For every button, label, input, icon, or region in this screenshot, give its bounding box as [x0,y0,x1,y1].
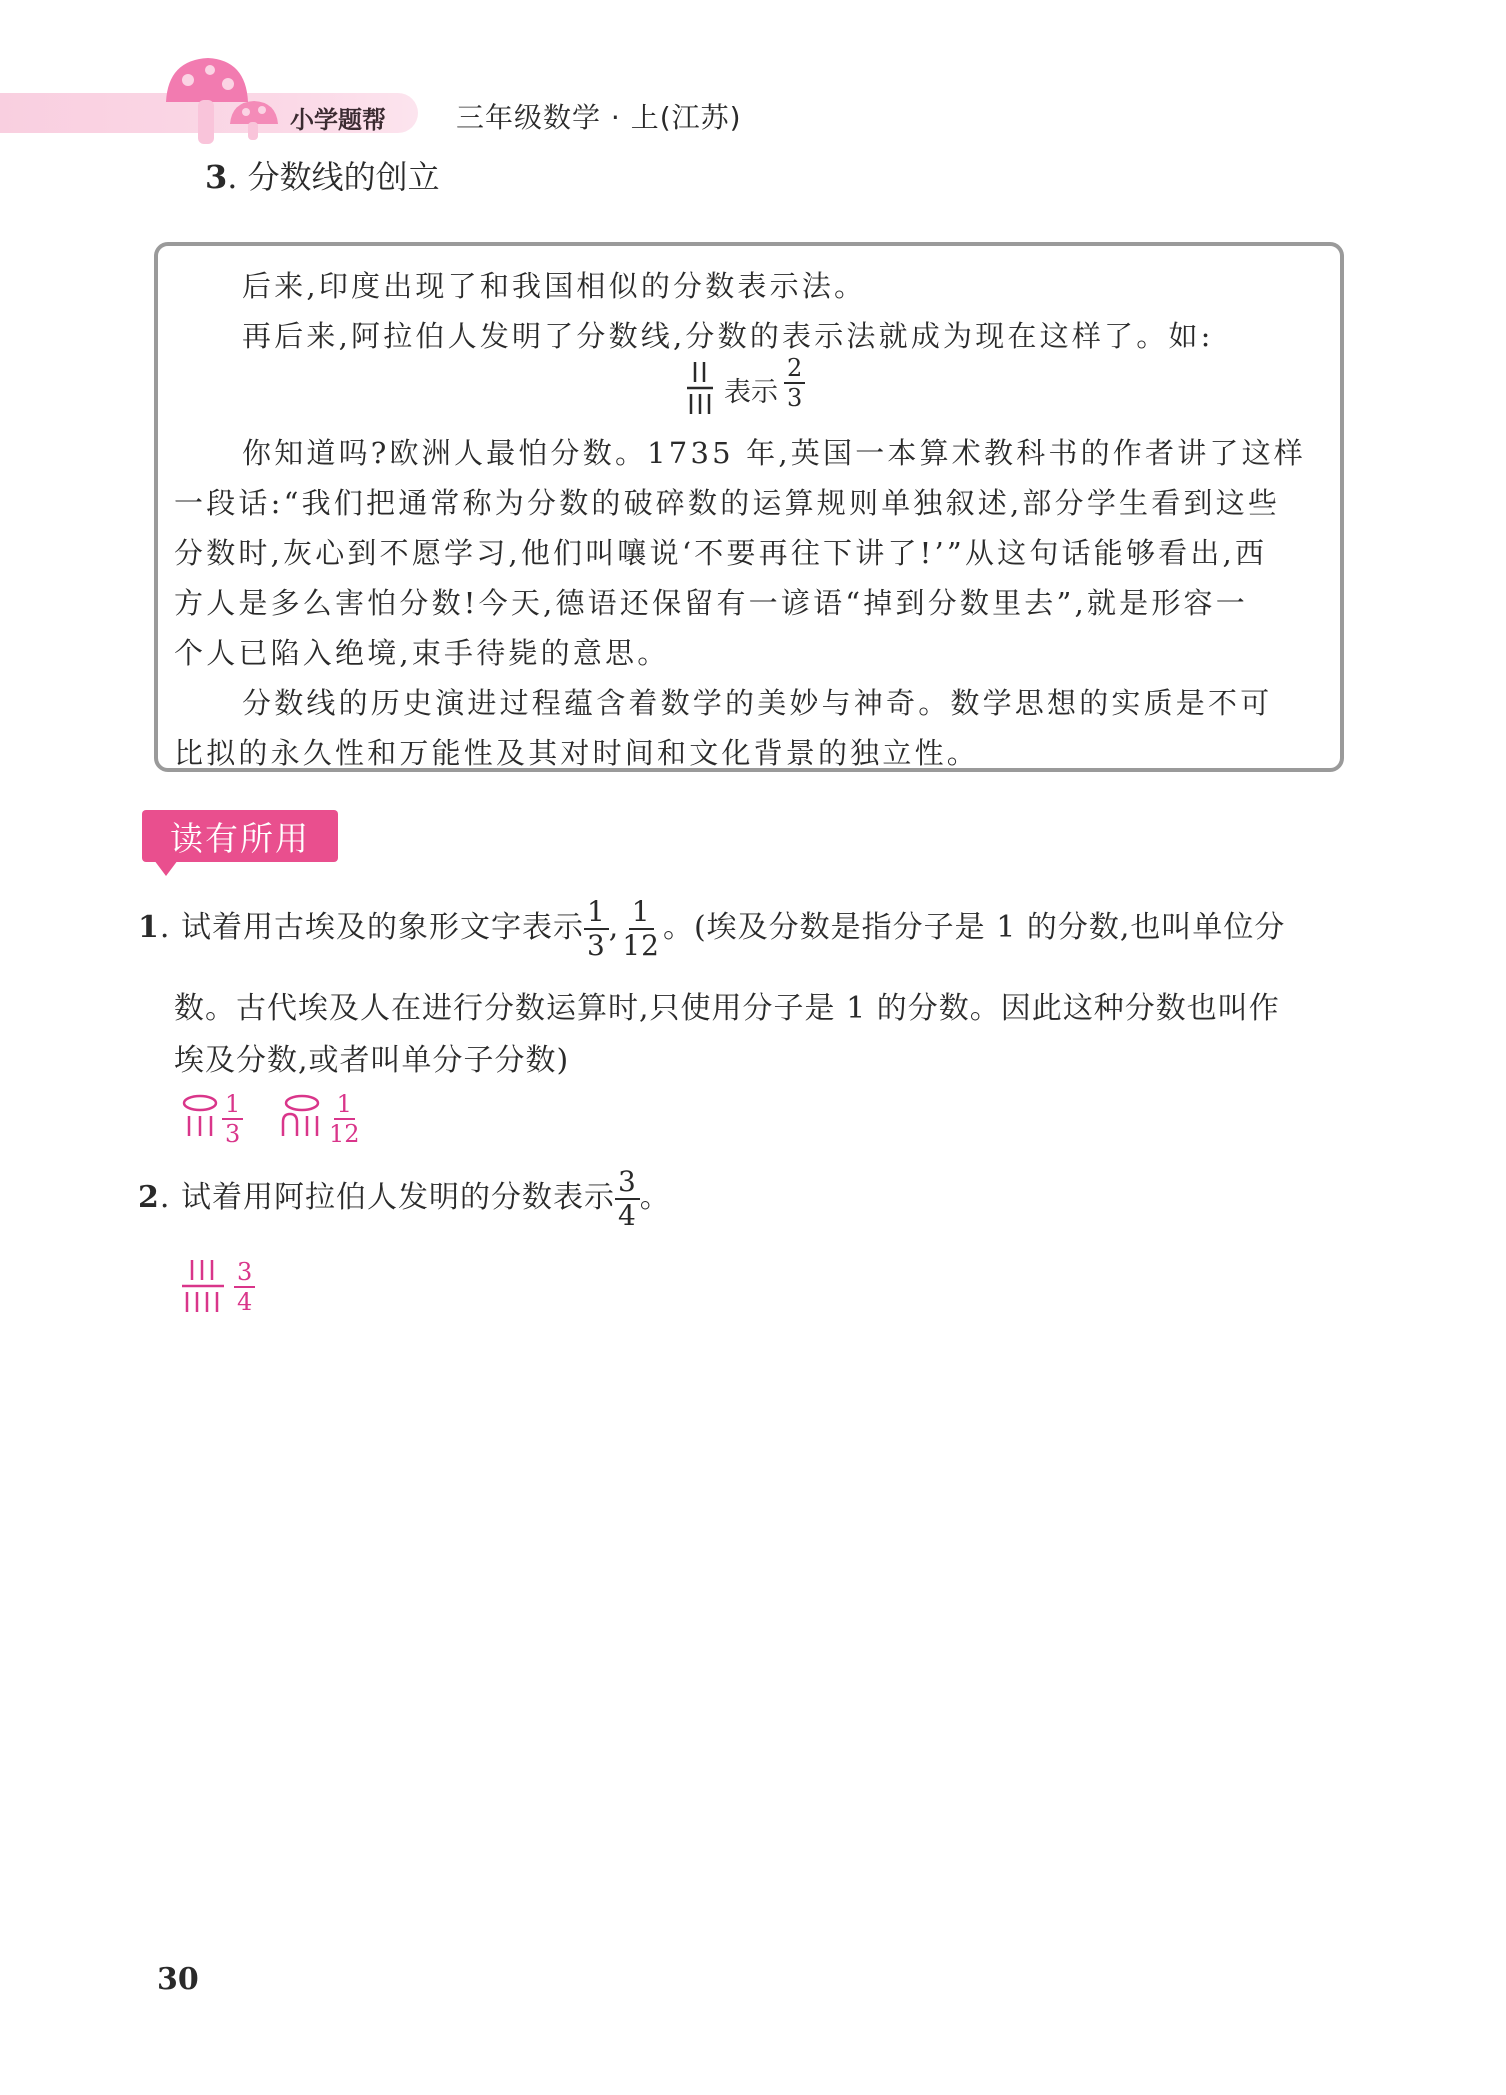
story-example [158,356,1340,426]
story-line: 方人是多么害怕分数!今天,德语还保留有一谚语“掉到分数里去”,就是形容一 [174,586,1248,620]
question-number: 1 [138,910,160,945]
section-heading [205,152,440,198]
question-1-line [138,895,1286,962]
fraction-denominator: 3 [586,929,606,962]
fraction-denominator: 3 [225,1120,241,1148]
answer-fraction [326,1092,363,1146]
tally-three-over-four-icon [180,1258,226,1314]
badge-label: 读有所用 [170,819,310,858]
fraction-numerator: 1 [629,898,654,930]
fraction-numerator: 3 [234,1260,255,1288]
story-line: 你知道吗?欧洲人最怕分数。1735 年,英国一本算术教科书的作者讲了这样 [242,436,1306,470]
fraction-numerator: 2 [784,356,805,384]
question-text: 。(埃及分数是指分子是 1 的分数,也叫单位分 [662,910,1286,945]
question-2-line [138,1165,671,1232]
section-number: 3 [205,158,228,196]
story-line: 比拟的永久性和万能性及其对时间和文化背景的独立性。 [174,736,980,770]
question-number: 2 [138,1180,160,1215]
question-text: . 试着用古埃及的象形文字表示 [159,910,584,945]
question-comma: , [608,910,620,945]
book-title: 三年级数学 · 上(江苏) [456,101,742,134]
fraction-denominator: 4 [617,1199,637,1232]
question-1-line: 埃及分数,或者叫单分子分数) [174,1043,570,1078]
story-line: 一段话:“我们把通常称为分数的破碎数的运算规则单独叙述,部分学生看到这些 [174,486,1281,520]
answer-fraction [222,1092,243,1146]
answer-fraction [234,1260,255,1314]
question-fraction [615,1165,640,1232]
story-box [154,242,1344,772]
series-name: 小学题帮 [290,106,386,134]
story-line: 分数时,灰心到不愿学习,他们叫嚷说‘不要再往下讲了!’”从这句话能够看出,西 [174,536,1268,570]
mushroom-logo-icon [158,52,308,152]
section-title: . 分数线的创立 [227,158,440,196]
example-fraction [784,356,805,410]
story-line: 后来,印度出现了和我国相似的分数表示法。 [242,269,867,303]
fraction-denominator: 3 [787,384,803,412]
question-1-line: 数。古代埃及人在进行分数运算时,只使用分子是 1 的分数。因此这种分数也叫作 [174,991,1280,1026]
fraction-numerator: 1 [584,898,609,930]
question-text: . 试着用阿拉伯人发明的分数表示 [159,1180,615,1215]
story-line: 分数线的历史演进过程蕴含着数学的美妙与神奇。数学思想的实质是不可 [242,686,1273,720]
fraction-numerator: 3 [615,1168,640,1200]
fraction-denominator: 12 [329,1120,360,1148]
egyptian-one-third-icon [180,1094,220,1140]
fraction-numerator: 1 [334,1092,355,1120]
fraction-denominator: 12 [622,929,660,962]
page-number: 30 [157,1962,199,1997]
story-line: 再后来,阿拉伯人发明了分数线,分数的表示法就成为现在这样了。如: [242,319,1214,353]
example-word: 表示 [724,377,778,408]
question-text: 。 [639,1180,671,1215]
fraction-denominator: 4 [237,1288,253,1316]
tally-two-over-three-icon [685,360,715,416]
question-fraction [584,895,609,962]
story-line: 个人已陷入绝境,束手待毙的意思。 [174,636,670,670]
badge-tail [154,860,178,876]
egyptian-one-twelfth-icon [280,1094,324,1140]
fraction-numerator: 1 [222,1092,243,1120]
question-fraction [619,895,663,962]
